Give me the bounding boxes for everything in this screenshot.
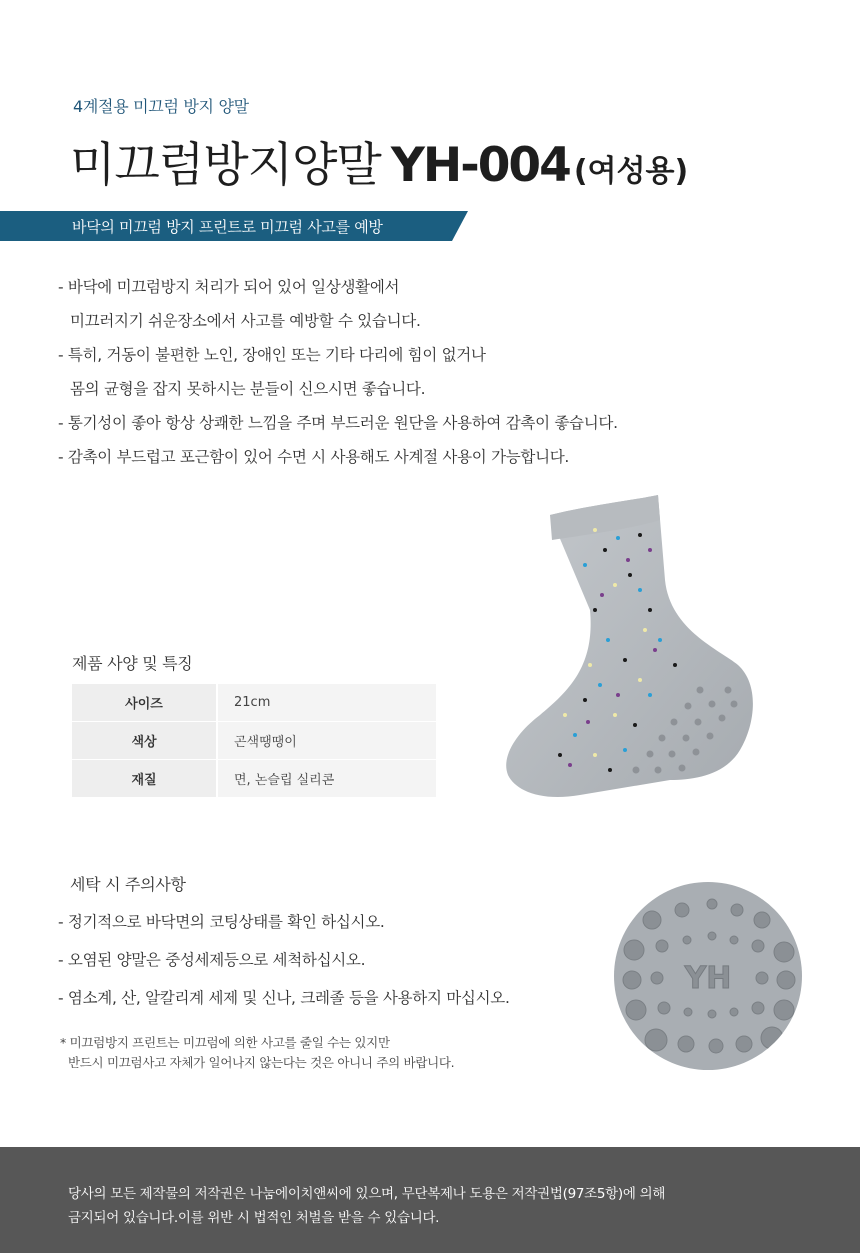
spec-row	[72, 722, 436, 760]
spec-value: 곤색땡땡이	[218, 722, 436, 759]
spec-value: 21cm	[218, 684, 436, 721]
copyright-footer	[0, 1147, 860, 1253]
wash-item: - 오염된 양말은 중성세제등으로 세척하십시오.	[58, 951, 366, 969]
feature-line: 미끄러지기 쉬운장소에서 사고를 예방할 수 있습니다.	[70, 312, 421, 330]
spec-key: 재질	[72, 760, 216, 797]
feature-line: - 감촉이 부드럽고 포근함이 있어 수면 시 사용해도 사계절 사용이 가능합니다.	[58, 448, 570, 466]
feature-banner	[0, 211, 468, 241]
spec-row	[72, 760, 436, 798]
spec-title: 제품 사양 및 특징	[72, 654, 193, 673]
sock-icon	[500, 490, 760, 810]
copyright-line: 당사의 모든 제작물의 저작권은 나눔에이치앤씨에 있으며, 무단복제나 도용은 저작권법(97조5항)에 의해	[68, 1186, 666, 1202]
caution-note	[60, 1033, 454, 1073]
spec-value: 면, 논슬립 실리콘	[218, 760, 436, 797]
product-title	[70, 128, 689, 193]
wash-item: - 정기적으로 바닥면의 코팅상태를 확인 하십시오.	[58, 913, 385, 931]
spec-table	[72, 684, 436, 798]
sole-closeup-image	[612, 880, 804, 1076]
product-title-main: 미끄럼방지양말	[70, 138, 381, 193]
spec-row	[72, 684, 436, 722]
sole-text: YH	[684, 961, 732, 996]
copyright-text	[68, 1182, 665, 1230]
feature-item	[58, 338, 758, 406]
wash-list	[58, 903, 510, 1017]
copyright-line: 금지되어 있습니다.이를 위반 시 법적인 처벌을 받을 수 있습니다.	[68, 1210, 440, 1226]
feature-list	[58, 270, 758, 474]
feature-line: - 통기성이 좋아 항상 상쾌한 느낌을 주며 부드러운 원단을 사용하여 감촉이 좋습니다.	[58, 414, 618, 432]
feature-line: - 특히, 거동이 불편한 노인, 장애인 또는 기타 다리에 힘이 없거나	[58, 346, 486, 364]
sole-closeup-icon	[612, 880, 804, 1072]
spec-key: 색상	[72, 722, 216, 759]
feature-item	[58, 270, 758, 338]
feature-line: - 바닥에 미끄럼방지 처리가 되어 있어 일상생활에서	[58, 278, 400, 296]
wash-title: 세탁 시 주의사항	[70, 875, 186, 894]
banner-text: 바닥의 미끄럼 방지 프린트로 미끄럼 사고를 예방	[72, 218, 383, 236]
product-subtitle: 4계절용 미끄럼 방지 양말	[73, 97, 249, 116]
caution-note-line: * 미끄럼방지 프린트는 미끄럼에 의한 사고를 줄일 수는 있지만	[60, 1035, 390, 1050]
feature-line: 몸의 균형을 잡지 못하시는 분들이 신으시면 좋습니다.	[70, 380, 426, 398]
sock-image	[500, 490, 760, 814]
product-model: YH-004	[390, 138, 570, 193]
feature-item	[58, 440, 758, 474]
feature-item	[58, 406, 758, 440]
wash-item: - 염소계, 산, 알칼리계 세제 및 신나, 크레졸 등을 사용하지 마십시오.	[58, 989, 510, 1007]
spec-key: 사이즈	[72, 684, 216, 721]
product-gender: (여성용)	[573, 154, 689, 189]
caution-note-line: 반드시 미끄럼사고 자체가 일어나지 않는다는 것은 아니니 주의 바랍니다.	[68, 1055, 455, 1070]
